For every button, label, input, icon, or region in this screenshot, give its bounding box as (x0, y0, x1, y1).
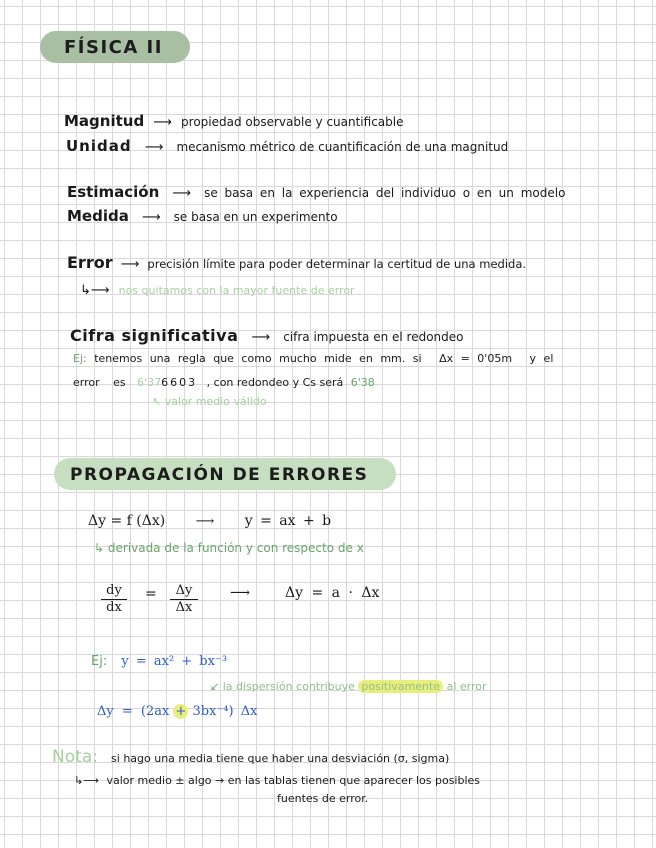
def-text-error: precisión límite para poder determinar la certitud de una medida. (147, 257, 527, 271)
example2-eq2-start: Δy = (2ax (97, 704, 170, 719)
formula1-left: Δy = f (Δx) (88, 513, 166, 529)
arrow-icon: ⟶ (144, 140, 164, 155)
formula2-right: Δy = a · Δx (285, 585, 380, 601)
def-text-unidad: mecanismo métrico de cuantificación de una magnitud (176, 140, 509, 154)
example1-note (152, 395, 267, 408)
example1-err-faded: 6'37 (137, 376, 162, 389)
example2-note-end: al error (446, 680, 487, 693)
term-error: Error (67, 253, 113, 272)
equals-sign: = (145, 586, 157, 602)
highlighted-word: positivamente (358, 680, 443, 693)
hook-arrow-icon: ↳⟶ (74, 774, 99, 787)
example1-line2 (73, 376, 375, 389)
term-unidad: Unidad (66, 137, 132, 155)
def-medida (67, 206, 338, 225)
down-arrow-icon: ↙ (210, 680, 220, 693)
example1-label: Ej: (73, 352, 87, 365)
example2-eq2 (97, 704, 257, 719)
def-unidad (66, 136, 508, 155)
example1-dx: Δx = 0'05m (439, 352, 513, 365)
frac2-den: Δx (175, 600, 193, 615)
example1-text2: error es (73, 376, 126, 389)
up-arrow-icon: ↖ (152, 395, 162, 408)
section-title-pill (54, 458, 396, 490)
example1-text1: tenemos una regla que como mucho mide en mm. si (94, 352, 422, 365)
example2-note (210, 680, 487, 693)
nota-line1 (52, 747, 449, 767)
frac1-den: dx (106, 600, 122, 615)
error-note-text: nos quitamos con la mayor fuente de error (118, 284, 355, 297)
arrow-icon: ⟶ (195, 514, 215, 529)
example1-text1-end: y el (529, 352, 554, 365)
page-title: FÍSICA II (64, 37, 163, 58)
frac2-num: Δy (170, 583, 198, 600)
arrow-icon: ⟶ (120, 257, 140, 272)
def-text-estimacion: se basa en la experiencia del individuo o en un modelo (204, 186, 566, 200)
formula1-note (94, 541, 364, 555)
term-cifra: Cifra significativa (70, 326, 239, 345)
nota-text2: valor medio ± algo → en las tablas tienen que aparecer los posibles (106, 774, 481, 787)
fraction-dy-dx (101, 583, 127, 616)
example1-err-dark: 6603 (161, 376, 198, 389)
hook-arrow-icon: ↳ (94, 541, 105, 555)
def-estimacion (67, 182, 565, 201)
hook-arrow-icon: ↳⟶ (80, 283, 110, 298)
formula1-note-text: derivada de la función y con respecto de x (107, 541, 364, 555)
title-pill (40, 31, 190, 63)
def-text-cifra: cifra impuesta en el redondeo (283, 330, 464, 344)
nota-label: Nota: (52, 747, 98, 767)
section-title: PROPAGACIÓN DE ERRORES (70, 465, 369, 485)
example2-label: Ej: (91, 654, 108, 669)
example1-text2-mid: , con redondeo y Cs será (206, 376, 344, 389)
example1-note-text: valor medio válido (164, 395, 267, 408)
example1-line1 (73, 352, 553, 365)
term-magnitud: Magnitud (64, 112, 145, 130)
fraction-Dy-Dx (170, 583, 198, 616)
arrow-icon: ⟶ (153, 115, 172, 130)
frac1-num: dy (101, 583, 127, 600)
nota-line3: fuentes de error. (277, 792, 369, 805)
example2-eq2-op: + (175, 704, 187, 719)
def-cifra (70, 326, 464, 345)
arrow-icon: ⟶ (141, 210, 161, 225)
def-text-magnitud: propiedad observable y cuantificable (181, 115, 404, 129)
example2-note-start: la dispersión contribuye (222, 680, 355, 693)
nota-line2 (74, 774, 480, 787)
example2-eq1 (91, 654, 227, 669)
nota-text1: si hago una media tiene que haber una desviación (σ, sigma) (111, 752, 450, 765)
def-error (67, 253, 526, 272)
example1-result: 6'38 (350, 376, 375, 389)
error-note (80, 279, 355, 298)
formula1 (88, 513, 331, 529)
arrow-icon: ⟶ (172, 186, 191, 201)
example2-eq1-text: y = ax² + bx⁻³ (121, 654, 228, 669)
formula1-right: y = ax + b (244, 513, 332, 529)
def-magnitud (64, 111, 404, 130)
arrow-icon: ⟶ (230, 585, 251, 601)
example2-eq2-end: 3bx⁻⁴) Δx (192, 704, 258, 719)
arrow-icon: ⟶ (251, 330, 271, 345)
term-medida: Medida (67, 207, 129, 225)
def-text-medida: se basa en un experimento (173, 210, 338, 224)
term-estimacion: Estimación (67, 183, 160, 201)
